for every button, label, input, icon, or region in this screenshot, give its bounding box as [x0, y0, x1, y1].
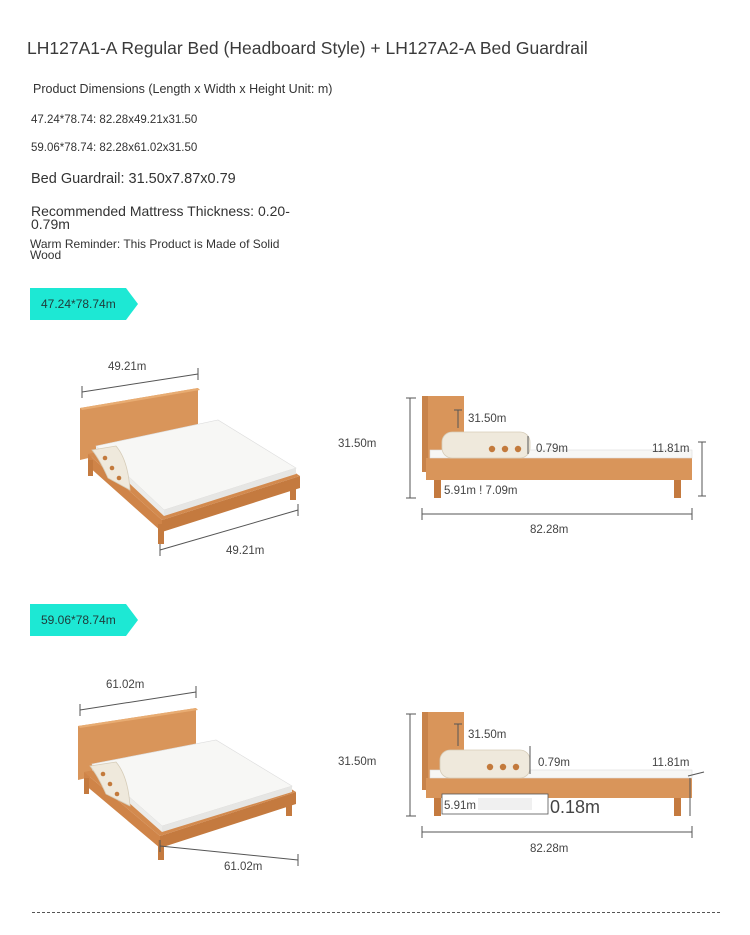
side-thickness-dim-1: 0.79m	[536, 443, 568, 455]
guardrail-dimensions: Bed Guardrail: 31.50x7.87x0.79	[31, 171, 236, 187]
persp-bottom-dim-2: 61.02m	[224, 861, 263, 873]
side-leg-dim-1: 11.81m	[652, 443, 690, 455]
side-height-dim-2: 31.50m	[338, 756, 377, 768]
bed-side-view-2	[330, 706, 730, 866]
mattress-thickness: Recommended Mattress Thickness: 0.20-0.79m	[31, 203, 290, 232]
side-clear-extra-dim-2: 0.18m	[550, 797, 601, 817]
size-badge-1-label: 47.24*78.74m	[41, 297, 116, 311]
persp-top-dim-1: 49.21m	[108, 361, 147, 373]
side-clear-dim-2: 5.91m	[444, 800, 476, 812]
size-badge-1	[30, 288, 138, 320]
side-length-dim-2: 82.28m	[530, 843, 569, 855]
side-rail-height-dim-1: 31.50m	[468, 413, 507, 425]
side-height-dim-1: 31.50m	[338, 438, 377, 450]
size-badge-2-label: 59.06*78.74m	[41, 613, 116, 627]
size-line-2: 59.06*78.74: 82.28x61.02x31.50	[31, 142, 198, 154]
side-thickness-dim-2: 0.79m	[538, 757, 570, 769]
footer-divider	[32, 912, 720, 913]
bed-perspective-1	[70, 350, 320, 560]
side-rail-height-dim-2: 31.50m	[468, 729, 507, 741]
side-length-dim-1: 82.28m	[530, 524, 569, 536]
page-title: LH127A1-A Regular Bed (Headboard Style) + LH127A2-A Bed Guardrail	[27, 38, 588, 58]
bed-side-view-1	[330, 388, 730, 548]
bed-perspective-2	[70, 668, 320, 878]
persp-top-dim-2: 61.02m	[106, 679, 145, 691]
size-line-1: 47.24*78.74: 82.28x49.21x31.50	[31, 114, 198, 126]
dimensions-label: Product Dimensions (Length x Width x Height Unit: m)	[33, 82, 333, 96]
persp-bottom-dim-1: 49.21m	[226, 545, 265, 557]
side-clear-dim-1: 5.91m ! 7.09m	[444, 485, 518, 497]
size-badge-2	[30, 604, 138, 636]
warm-reminder: Warm Reminder: This Product is Made of Solid Wood	[30, 237, 280, 262]
side-leg-dim-2: 11.81m	[652, 757, 690, 769]
